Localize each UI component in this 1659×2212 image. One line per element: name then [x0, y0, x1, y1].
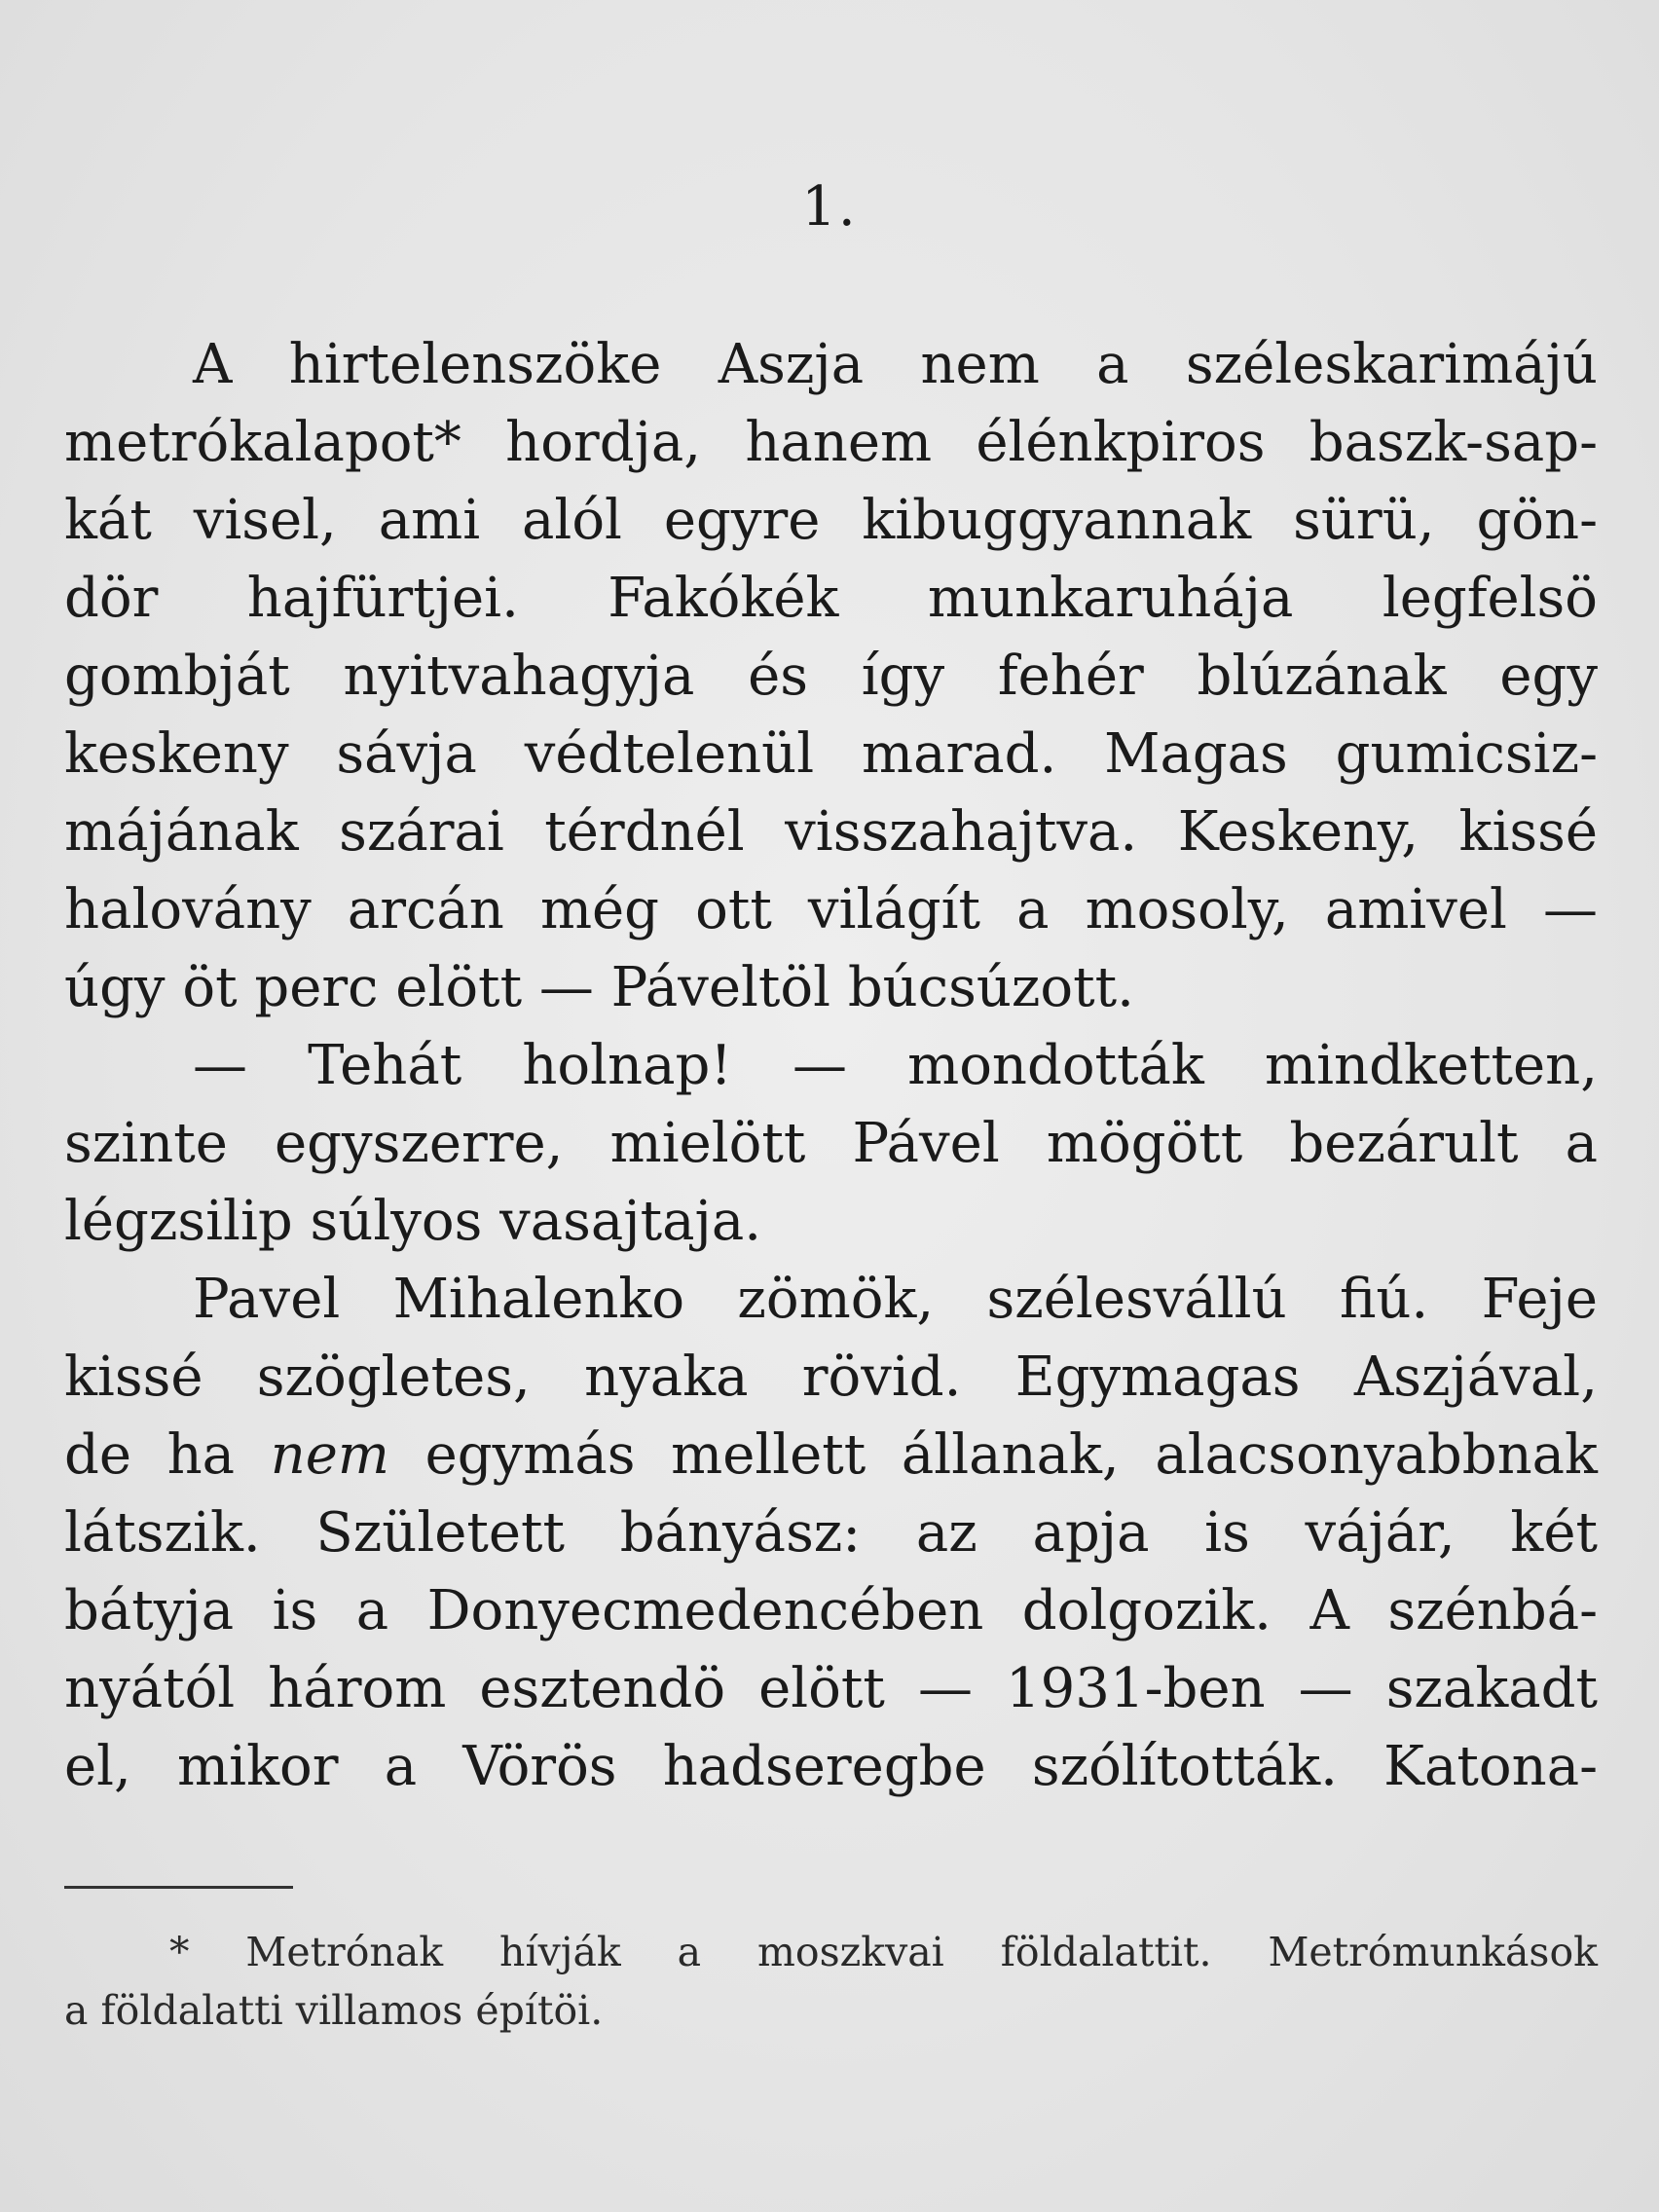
footnote-divider [64, 1886, 293, 1889]
text-fragment: egymás mellett állanak, alacsonyabbnak [424, 1423, 1598, 1487]
text-line-with-emphasis [64, 1417, 1598, 1494]
text-line: halovány arcán még ott világít a mosoly, amivel — [64, 878, 1598, 941]
chapter-number: 1. [801, 175, 858, 239]
text-line: keskeny sávja védtelenül marad. Magas gumicsiz- [64, 722, 1598, 786]
text-line: metrókalapot* hordja, hanem élénkpiros baszk-sap- [64, 411, 1598, 474]
text-line: kissé szögletes, nyaka rövid. Egymagas Aszjával, [64, 1346, 1598, 1409]
text-line: látszik. Született bányász: az apja is vájár, két [64, 1501, 1598, 1565]
text-line: el, mikor a Vörös hadseregbe szólították. Katona- [64, 1735, 1598, 1798]
text-line: nyától három esztendö elött — 1931-ben — szakadt [64, 1657, 1598, 1720]
text-line: úgy öt perc elött — Páveltöl búcsúzott. [64, 956, 1134, 1019]
emphasized-word: nem [270, 1423, 389, 1487]
text-line: — Tehát holnap! — mondották mindketten, [193, 1034, 1598, 1097]
text-line: kát visel, ami alól egyre kibuggyannak sürü, gön- [64, 489, 1598, 552]
text-line: gombját nyitvahagyja és így fehér blúzának egy [64, 645, 1598, 708]
text-line: bátyja is a Donyecmedencében dolgozik. A szénbá- [64, 1579, 1598, 1642]
footnote-line: * Metrónak hívják a moszkvai földalattit. Metrómunkások [169, 1929, 1598, 1975]
text-line: Pavel Mihalenko zömök, szélesvállú fiú. Feje [193, 1268, 1598, 1331]
text-line: szinte egyszerre, mielött Pável mögött bezárult a [64, 1112, 1598, 1175]
text-fragment: de ha [64, 1423, 236, 1487]
text-line: A hirtelenszöke Aszja nem a széleskarimájú [193, 333, 1598, 396]
text-line: dör hajfürtjei. Fakókék munkaruhája legfelsö [64, 567, 1598, 630]
body-text [64, 326, 1598, 1806]
footnote [64, 1923, 1598, 2040]
footnote-line: a földalatti villamos építöi. [64, 1987, 604, 2034]
text-line: májának szárai térdnél visszahajtva. Keskeny, kissé [64, 800, 1598, 864]
text-line: légzsilip súlyos vasajtaja. [64, 1190, 762, 1253]
